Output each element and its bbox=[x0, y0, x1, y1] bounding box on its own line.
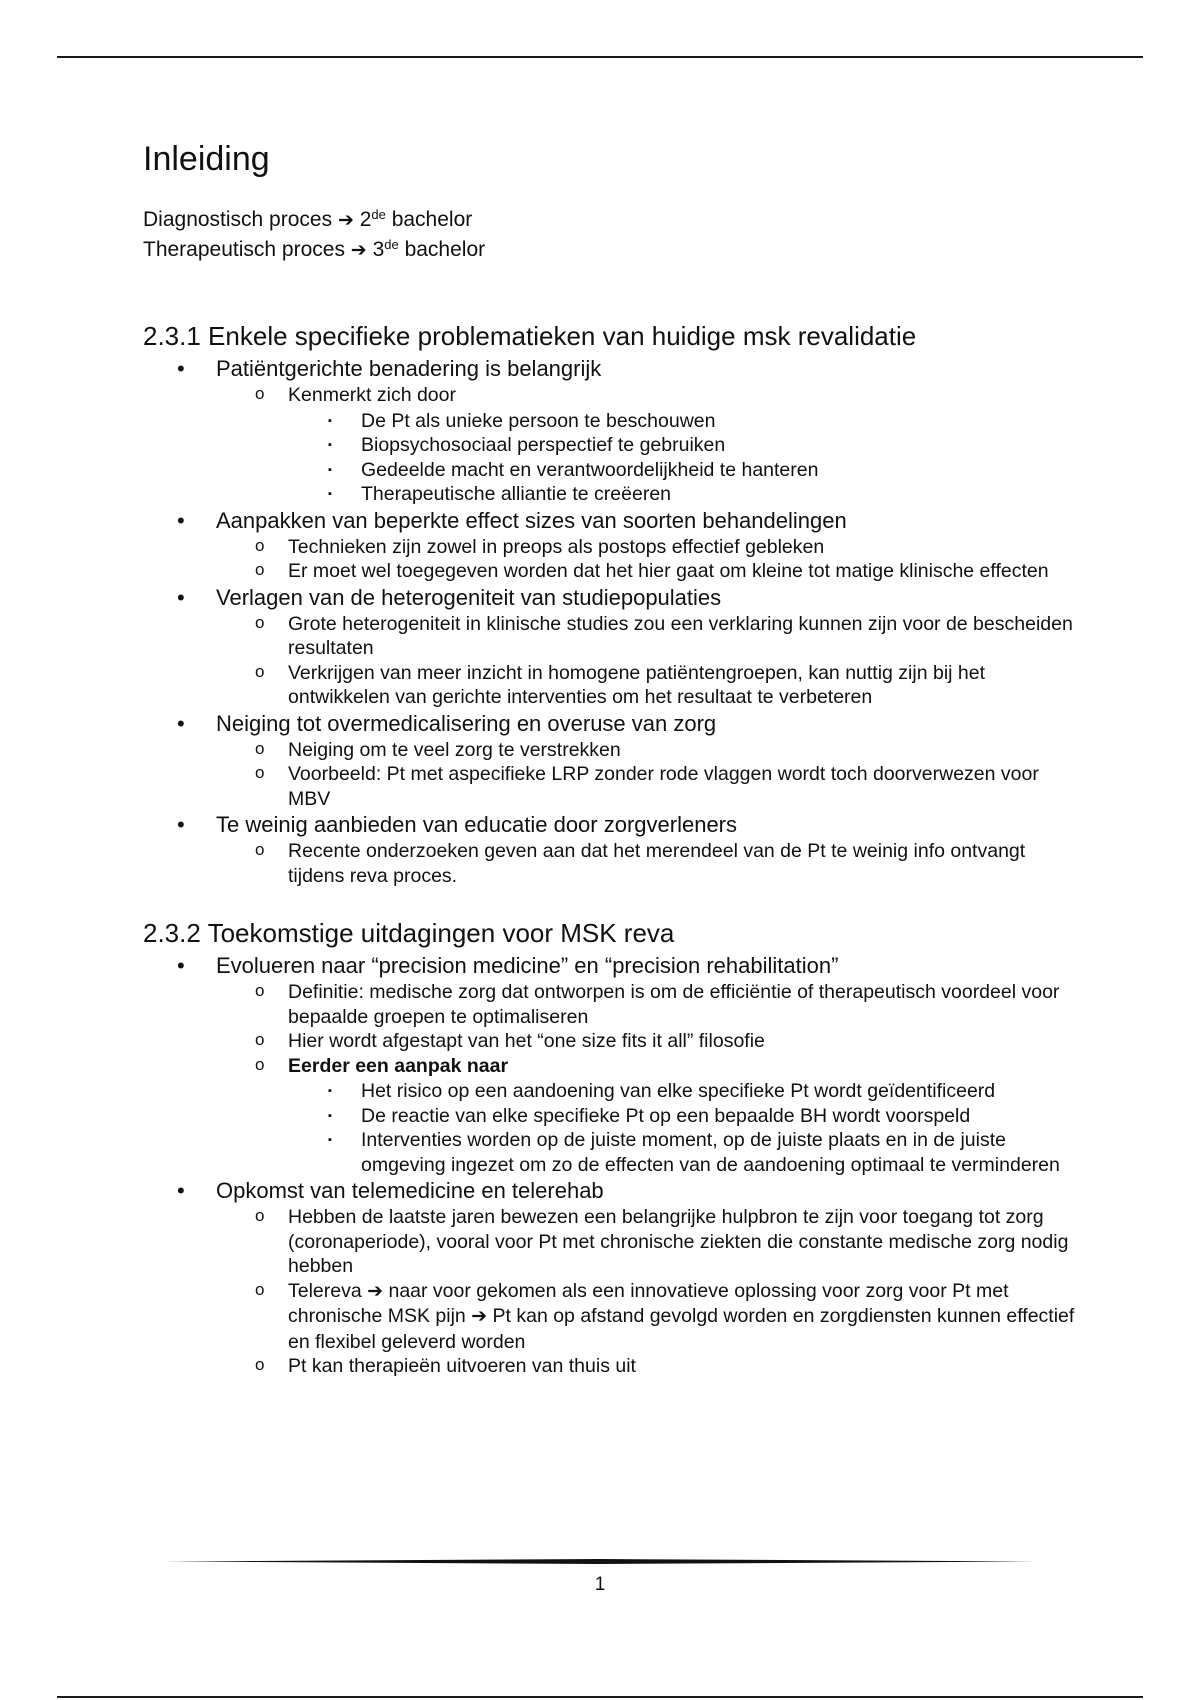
intro-rest: bachelor bbox=[391, 208, 473, 232]
list-item bbox=[143, 508, 1083, 584]
sub-sub-list-item bbox=[288, 1079, 1083, 1104]
bullet-icon: • bbox=[177, 507, 185, 533]
circle-bullet-icon: o bbox=[255, 1279, 265, 1299]
sub-sub-list-item bbox=[288, 433, 1083, 458]
sub-list-item bbox=[216, 1029, 1083, 1054]
section-2-list bbox=[143, 953, 1083, 1379]
footer-page-rule bbox=[57, 1696, 1143, 1698]
sub-sub-list-item-text: Interventies worden op de juiste moment, op de juiste plaats en in de juiste omgeving ingezet om zo de effecten van de aandoening optimaal te verminderen bbox=[361, 1129, 1060, 1176]
sublist bbox=[216, 738, 1083, 812]
sub-list-item-text: Er moet wel toegegeven worden dat het hier gaat om kleine tot matige klinische effecten bbox=[288, 560, 1049, 583]
sub-list-item-text: Definitie: medische zorg dat ontworpen is om de efficiëntie of therapeutisch voordeel voor bepaalde groepen te optimaliseren bbox=[288, 981, 1060, 1028]
sublist bbox=[216, 535, 1083, 584]
square-bullet-icon: ▪ bbox=[328, 488, 332, 501]
page-title: Inleiding bbox=[143, 140, 270, 178]
list-item-text: Verlagen van de heterogeniteit van studiepopulaties bbox=[216, 584, 722, 610]
square-bullet-icon: ▪ bbox=[328, 1134, 332, 1147]
sub-list-item bbox=[216, 738, 1083, 763]
sub-list-item-text: Neiging om te veel zorg te verstrekken bbox=[288, 738, 621, 761]
circle-bullet-icon: o bbox=[255, 981, 265, 1001]
sub-sub-list-item bbox=[288, 482, 1083, 507]
circle-bullet-icon: o bbox=[255, 1054, 265, 1074]
sub-sub-list-item-text: Gedeelde macht en verantwoordelijkheid te hanteren bbox=[361, 458, 819, 481]
sub-list-item-text: Hebben de laatste jaren bewezen een belangrijke hulpbron te zijn voor toegang tot zorg (coronaperiode), vooral voor Pt met chronische ziekten die constante medische zorg nodig hebben bbox=[288, 1206, 1069, 1278]
list-item-text: Neiging tot overmedicalisering en overuse van zorg bbox=[216, 710, 717, 736]
square-bullet-icon: ▪ bbox=[328, 1109, 332, 1122]
sub-list-item-text: Technieken zijn zowel in preops als postops effectief gebleken bbox=[288, 535, 825, 558]
intro-year: 3 bbox=[372, 238, 385, 262]
list-item bbox=[143, 356, 1083, 507]
arrow-icon: ➔ bbox=[350, 240, 367, 262]
sub-list-item bbox=[216, 535, 1083, 560]
sub-list-item-text: Recente onderzoeken geven aan dat het merendeel van de Pt te weinig info ontvangt tijdens reva proces. bbox=[288, 840, 1026, 887]
circle-bullet-icon: o bbox=[255, 1030, 265, 1050]
intro-year: 2 bbox=[359, 208, 372, 232]
sub-list-item-text: Hier wordt afgestapt van het “one size fits it all” filosofie bbox=[288, 1030, 765, 1053]
sub-list-item-text: Pt kan therapieën uitvoeren van thuis uit bbox=[288, 1355, 636, 1378]
intro-line-therapeutic bbox=[143, 235, 1083, 265]
sub-list-item-text: Grote heterogeniteit in klinische studies zou een verklaring kunnen zijn voor de bescheiden resultaten bbox=[288, 612, 1073, 660]
square-bullet-icon: ▪ bbox=[328, 463, 332, 476]
circle-bullet-icon: o bbox=[255, 612, 265, 632]
circle-bullet-icon: o bbox=[255, 661, 265, 681]
arrow-icon: ➔ bbox=[367, 1280, 384, 1302]
bullet-icon: • bbox=[177, 953, 185, 979]
bullet-icon: • bbox=[177, 1178, 185, 1204]
bullet-icon: • bbox=[177, 710, 185, 736]
circle-bullet-icon: o bbox=[255, 840, 265, 860]
section-1-list bbox=[143, 356, 1083, 888]
sub-list-item bbox=[216, 559, 1083, 584]
list-item bbox=[143, 953, 1083, 1177]
sub-sub-list-item-text: Het risico op een aandoening van elke specifieke Pt wordt geïdentificeerd bbox=[361, 1080, 996, 1103]
sub-list-item bbox=[216, 1205, 1083, 1279]
intro-label: Therapeutisch proces bbox=[143, 238, 345, 262]
subsublist bbox=[288, 409, 1083, 507]
list-item-text: Evolueren naar “precision medicine” en “precision rehabilitation” bbox=[216, 953, 839, 979]
sub-sub-list-item-text: Therapeutische alliantie te creëeren bbox=[361, 483, 672, 506]
sub-sub-list-item bbox=[288, 458, 1083, 483]
sub-sub-list-item bbox=[288, 1128, 1083, 1177]
sub-sub-list-item bbox=[288, 409, 1083, 434]
list-item-text: Patiëntgerichte benadering is belangrijk bbox=[216, 356, 602, 382]
circle-bullet-icon: o bbox=[255, 535, 265, 555]
sub-list-item-text: Kenmerkt zich door bbox=[288, 384, 456, 407]
circle-bullet-icon: o bbox=[255, 384, 265, 404]
square-bullet-icon: ▪ bbox=[328, 1085, 332, 1098]
sub-list-item-text: Voorbeeld: Pt met aspecifieke LRP zonder rode vlaggen wordt toch doorverwezen voor MBV bbox=[288, 763, 1039, 810]
section-heading-2-3-2: 2.3.2 Toekomstige uitdagingen voor MSK reva bbox=[143, 918, 675, 949]
arrow-icon: ➔ bbox=[337, 210, 354, 232]
intro-line-diagnostic bbox=[143, 205, 1083, 235]
bullet-icon: • bbox=[177, 812, 185, 838]
bullet-icon: • bbox=[177, 356, 185, 382]
list-item bbox=[143, 711, 1083, 812]
section-heading-2-3-1: 2.3.1 Enkele specifieke problematieken van huidige msk revalidatie bbox=[143, 321, 917, 352]
sub-sub-list-item-text: Biopsychosociaal perspectief te gebruiken bbox=[361, 434, 726, 457]
sub-list-item bbox=[216, 612, 1083, 661]
bullet-icon: • bbox=[177, 584, 185, 610]
sublist bbox=[216, 1205, 1083, 1379]
arrow-icon: ➔ bbox=[471, 1306, 488, 1328]
list-item bbox=[143, 812, 1083, 888]
list-item-text: Opkomst van telemedicine en telerehab bbox=[216, 1178, 604, 1204]
page-content bbox=[143, 140, 1083, 1379]
sub-list-item-text-b: naar voor gekomen als een innovatieve oplossing voor zorg voor Pt met chronische MSK pijn bbox=[288, 1279, 1009, 1328]
sub-list-item-text: Verkrijgen van meer inzicht in homogene patiëntengroepen, kan nuttig zijn bij het ontwikkelen van gerichte interventies om het resultaat te verbeteren bbox=[288, 661, 986, 709]
sub-list-item bbox=[216, 661, 1083, 710]
circle-bullet-icon: o bbox=[255, 1206, 265, 1226]
sub-list-item bbox=[216, 383, 1083, 507]
circle-bullet-icon: o bbox=[255, 560, 265, 580]
sub-list-item-text-bold: Eerder een aanpak naar bbox=[288, 1054, 509, 1077]
sub-list-item bbox=[216, 1279, 1083, 1355]
subsublist bbox=[288, 1079, 1083, 1177]
list-item bbox=[143, 1178, 1083, 1379]
intro-superscript: de bbox=[371, 207, 386, 223]
intro-rest: bachelor bbox=[404, 238, 486, 262]
sub-sub-list-item bbox=[288, 1104, 1083, 1129]
page-number: 1 bbox=[594, 1574, 606, 1595]
header-rule bbox=[57, 56, 1143, 58]
sublist bbox=[216, 383, 1083, 507]
sub-sub-list-item-text: De reactie van elke specifieke Pt op een bepaalde BH wordt voorspeld bbox=[361, 1104, 971, 1127]
footer-rule bbox=[165, 1559, 1035, 1564]
sublist bbox=[216, 612, 1083, 710]
sublist bbox=[216, 839, 1083, 888]
intro-superscript: de bbox=[384, 237, 399, 253]
sub-list-item bbox=[216, 1054, 1083, 1178]
list-item bbox=[143, 585, 1083, 710]
square-bullet-icon: ▪ bbox=[328, 414, 332, 427]
intro-label: Diagnostisch proces bbox=[143, 208, 333, 232]
sub-list-item bbox=[216, 1354, 1083, 1379]
sub-list-item-text-c: Pt kan op afstand gevolgd worden en zorgdiensten kunnen effectief en flexibel geleverd worden bbox=[288, 1305, 1075, 1353]
sub-list-item bbox=[216, 839, 1083, 888]
sub-list-item bbox=[216, 762, 1083, 811]
list-item-text: Aanpakken van beperkte effect sizes van soorten behandelingen bbox=[216, 507, 847, 533]
sub-list-item-text-a: Telereva bbox=[288, 1279, 362, 1302]
circle-bullet-icon: o bbox=[255, 1355, 265, 1375]
square-bullet-icon: ▪ bbox=[328, 439, 332, 452]
sublist bbox=[216, 980, 1083, 1177]
list-item-text: Te weinig aanbieden van educatie door zorgverleners bbox=[216, 812, 738, 838]
sub-list-item bbox=[216, 980, 1083, 1029]
sub-sub-list-item-text: De Pt als unieke persoon te beschouwen bbox=[361, 409, 716, 432]
circle-bullet-icon: o bbox=[255, 738, 265, 758]
circle-bullet-icon: o bbox=[255, 763, 265, 783]
